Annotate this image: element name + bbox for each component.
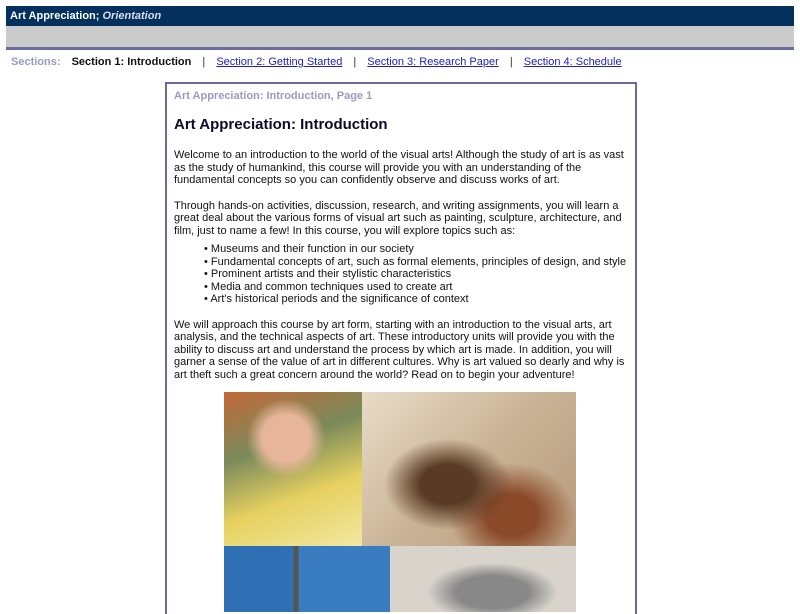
section-3-link[interactable]: Section 3: Research Paper xyxy=(367,56,499,68)
section-nav xyxy=(11,55,622,69)
content-panel xyxy=(165,82,637,614)
separator: | xyxy=(202,56,206,68)
section-2-link[interactable]: Section 2: Getting Started xyxy=(216,56,343,68)
stone-sculpture-image xyxy=(390,546,576,612)
sculpture-sky-image xyxy=(224,546,390,612)
toolbar-strip xyxy=(6,26,794,50)
section-1-current: Section 1: Introduction xyxy=(71,56,192,68)
separator: | xyxy=(509,56,513,68)
activities-paragraph: Through hands-on activities, discussion, research, and writing assignments, you will learn a great deal about the various forms of visual art such as painting, sculpture, architecture, and film, just to name a few! In this course, you will explore topics such as: xyxy=(174,199,622,237)
intro-paragraph: Welcome to an introduction to the world of the visual arts! Although the study of art is as vast as the study of humankind, this course will provide you with an understanding of the fundamental concepts so you can confidently observe and discuss works of art. xyxy=(174,149,624,186)
separator: | xyxy=(353,56,357,68)
course-subtitle: Orientation xyxy=(102,10,162,22)
page-title: Art Appreciation: Introduction xyxy=(174,116,388,133)
list-item: • Fundamental concepts of art, such as formal elements, principles of design, and style xyxy=(204,256,627,269)
section-4-link[interactable]: Section 4: Schedule xyxy=(523,56,622,68)
list-item: • Media and common techniques used to create art xyxy=(204,281,627,294)
list-item: • Prominent artists and their stylistic characteristics xyxy=(204,268,627,281)
list-item: • Museums and their function in our society xyxy=(204,243,627,256)
course-title: Art Appreciation; xyxy=(10,10,100,22)
art-collage-image xyxy=(224,392,576,612)
painting-woman-image xyxy=(224,392,362,546)
page-breadcrumb: Art Appreciation: Introduction, Page 1 xyxy=(174,90,373,102)
topics-list xyxy=(204,243,627,306)
approach-paragraph: We will approach this course by art form, starting with an introduction to the visual arts, art analysis, and the technical aspects of art. These introductory units will provide you with the ability to discuss art and understand the process by which art is made. In addition, you will garner a sense of the value of art in different cultures. Why is art valued so dearly and why is art theft such a great concern around the world? Read on to begin your adventure! xyxy=(174,318,625,381)
sections-label: Sections: xyxy=(11,56,61,68)
list-item: • Art's historical periods and the significance of context xyxy=(204,293,627,306)
cave-painting-image xyxy=(362,392,576,546)
title-bar xyxy=(6,6,794,26)
